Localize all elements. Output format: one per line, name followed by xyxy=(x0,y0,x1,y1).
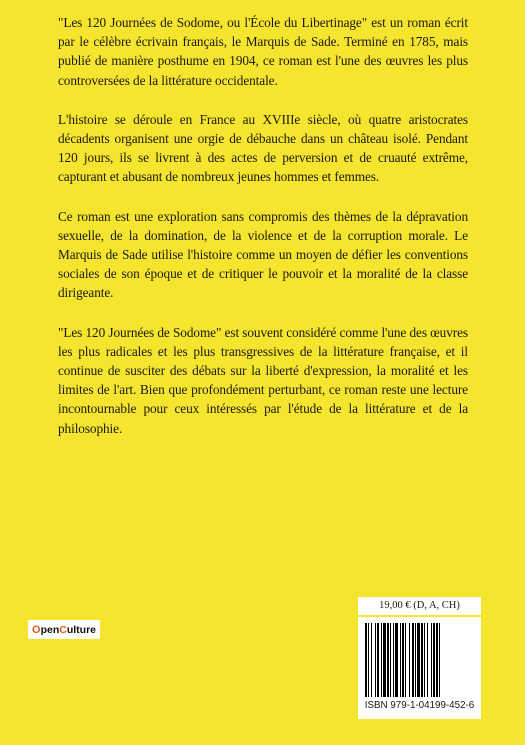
barcode xyxy=(364,623,475,697)
isbn-number: ISBN 979-1-04199-452-6 xyxy=(364,700,475,711)
paragraph-2: L'histoire se déroule en France au XVIIIe siècle, où quatre aristocrates décadents organisent une orgie de débauche dans un château isolé. Pendant 120 jours, ils se livrent à des actes de perversion et de cruauté extrême, capturant et abusant de nombreux jeunes hommes et femmes. xyxy=(58,111,468,185)
logo-text-pen: pen xyxy=(40,623,60,636)
openculture-logo xyxy=(28,620,100,639)
back-cover-text xyxy=(58,13,468,458)
paragraph-3: Ce roman est une exploration sans compromis des thèmes de la dépravation sexuelle, de la domination, de la violence et de la corruption morale. Le Marquis de Sade utilise l'histoire comme un moyen de défier les conventions sociales de son époque et de critiquer le pouvoir et la moralité de la classe dirigeante. xyxy=(58,208,468,301)
logo-letter-c: C xyxy=(59,623,67,636)
price-label: 19,00 € (D, A, CH) xyxy=(358,597,481,615)
barcode-panel xyxy=(358,617,481,719)
logo-text-ulture: ulture xyxy=(66,623,96,636)
paragraph-4: "Les 120 Journées de Sodome" est souvent considéré comme l'une des œuvres les plus radicales et les plus transgressives de la littérature française, et il continue de susciter des débats sur la liberté d'expression, la moralité et les limites de l'art. Bien que profondément perturbant, ce roman reste une lecture incontournable pour ceux intéressés par l'étude de la littérature et de la philosophie. xyxy=(58,324,468,436)
logo-letter-o: O xyxy=(32,623,41,636)
paragraph-1: "Les 120 Journées de Sodome, ou l'École du Libertinage" est un roman écrit par le célèbre écrivain français, le Marquis de Sade. Terminé en 1785, mais publié de manière posthume en 1904, ce roman est l'une des œuvres les plus controversées de la littérature occidentale. xyxy=(58,15,468,88)
